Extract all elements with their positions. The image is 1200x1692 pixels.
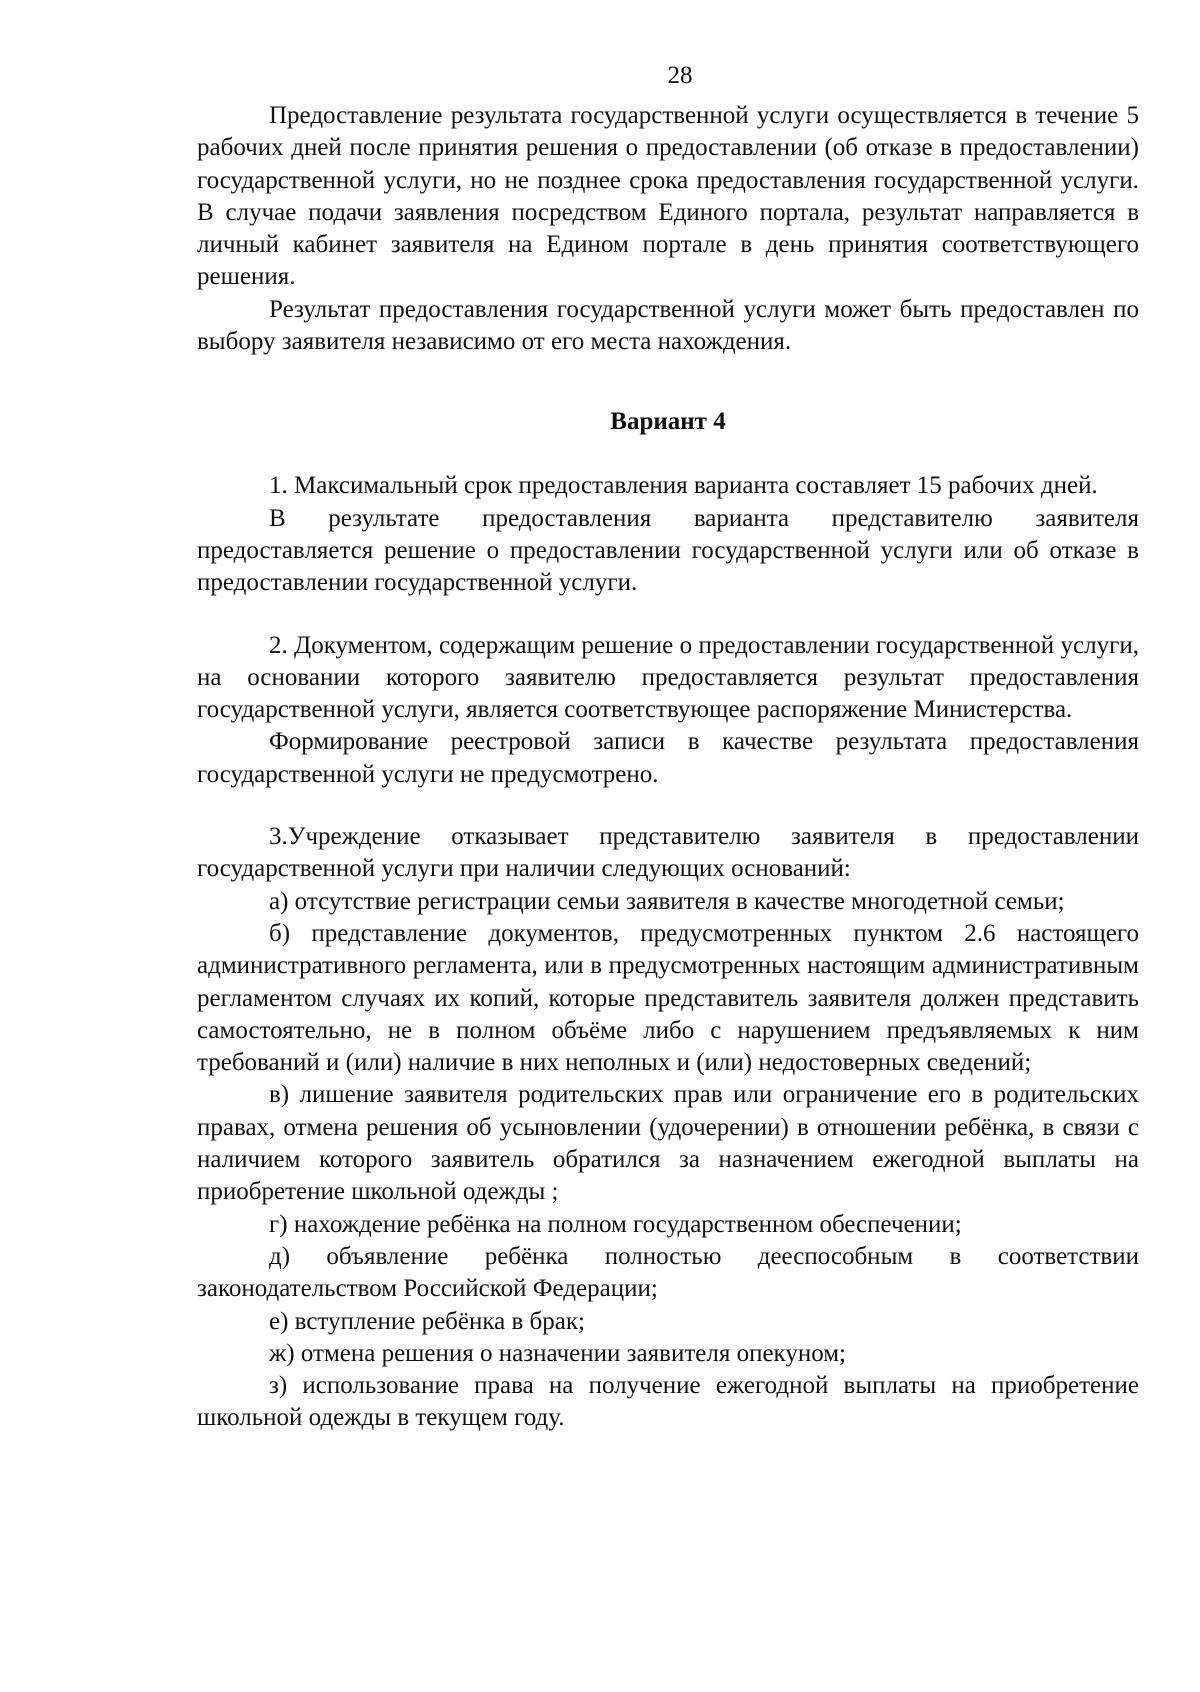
spacer bbox=[197, 600, 1139, 630]
item-1-paragraph: В результате предоставления варианта представителю заявителя предоставляется решение о предоставлении государственной услуги или об отказе в предоставлении государственной услуги. bbox=[197, 504, 1139, 597]
item-3-subitem-z: з) использование права на получение ежегодной выплаты на приобретение школьной одежды в текущем году. bbox=[197, 1372, 1139, 1432]
spacer bbox=[197, 358, 1139, 406]
section-title: Вариант 4 bbox=[610, 408, 726, 436]
intro-paragraph: Предоставление результата государственной услуги осуществляется в течение 5 рабочих дней после принятия решения о предоставлении (об отказе в предоставлении) государственной услуги, но не позднее срока предоставления государственной услуги. В случае подачи заявления посредством Единого портала, результат направляется в личный кабинет заявителя на Едином портале в день принятия соответствующего решения. bbox=[197, 102, 1139, 291]
item-3-subitem-zh: ж) отмена решения о назначении заявителя опекуном; bbox=[269, 1339, 847, 1367]
item-2-paragraph: Формирование реестровой записи в качестве результата предоставления государственной услуги не предусмотрено. bbox=[197, 728, 1139, 788]
spacer bbox=[197, 438, 1139, 470]
item-1-paragraph: 1. Максимальный срок предоставления варианта составляет 15 рабочих дней. bbox=[269, 472, 1098, 500]
item-3-subitem-a: а) отсутствие регистрации семьи заявителя в качестве многодетной семьи; bbox=[269, 887, 1065, 915]
document-body bbox=[197, 100, 1139, 1435]
item-2-paragraph: 2. Документом, содержащим решение о предоставлении государственной услуги, на основании которого заявителю предоставляется результат предоставления государственной услуги, является соответствующее распоряжение Министерства. bbox=[197, 631, 1139, 724]
item-3-subitem-e: е) вступление ребёнка в брак; bbox=[269, 1307, 585, 1335]
item-3-subitem-b: б) представление документов, предусмотренных пунктом 2.6 настоящего административного регламента, или в предусмотренных настоящим административным регламентом случаях их копий, которые представитель заявителя должен представить самостоятельно, не в полном объёме либо с нарушением предъявляемых к ним требований и (или) наличие в них неполных и (или) недостоверных сведений; bbox=[197, 919, 1139, 1077]
spacer bbox=[197, 791, 1139, 821]
item-3-subitem-v: в) лишение заявителя родительских прав или ограничение его в родительских правах, отмена решения об усыновлении (удочерении) в отношении ребёнка, в связи с наличием которого заявитель обратился за назначением ежегодной выплаты на приобретение школьной одежды ; bbox=[197, 1081, 1139, 1206]
intro-paragraph: Результат предоставления государственной услуги может быть предоставлен по выбору заявителя независимо от его места нахождения. bbox=[197, 295, 1139, 356]
item-3-paragraph: 3.Учреждение отказывает представителю заявителя в предоставлении государственной услуги при наличии следующих оснований: bbox=[197, 823, 1139, 883]
item-3-subitem-d: д) объявление ребёнка полностью дееспособным в соответствии законодательством Российской Федерации; bbox=[197, 1242, 1139, 1303]
page-number: 28 bbox=[667, 62, 693, 89]
item-3-subitem-g: г) нахождение ребёнка на полном государственном обеспечении; bbox=[269, 1210, 962, 1238]
